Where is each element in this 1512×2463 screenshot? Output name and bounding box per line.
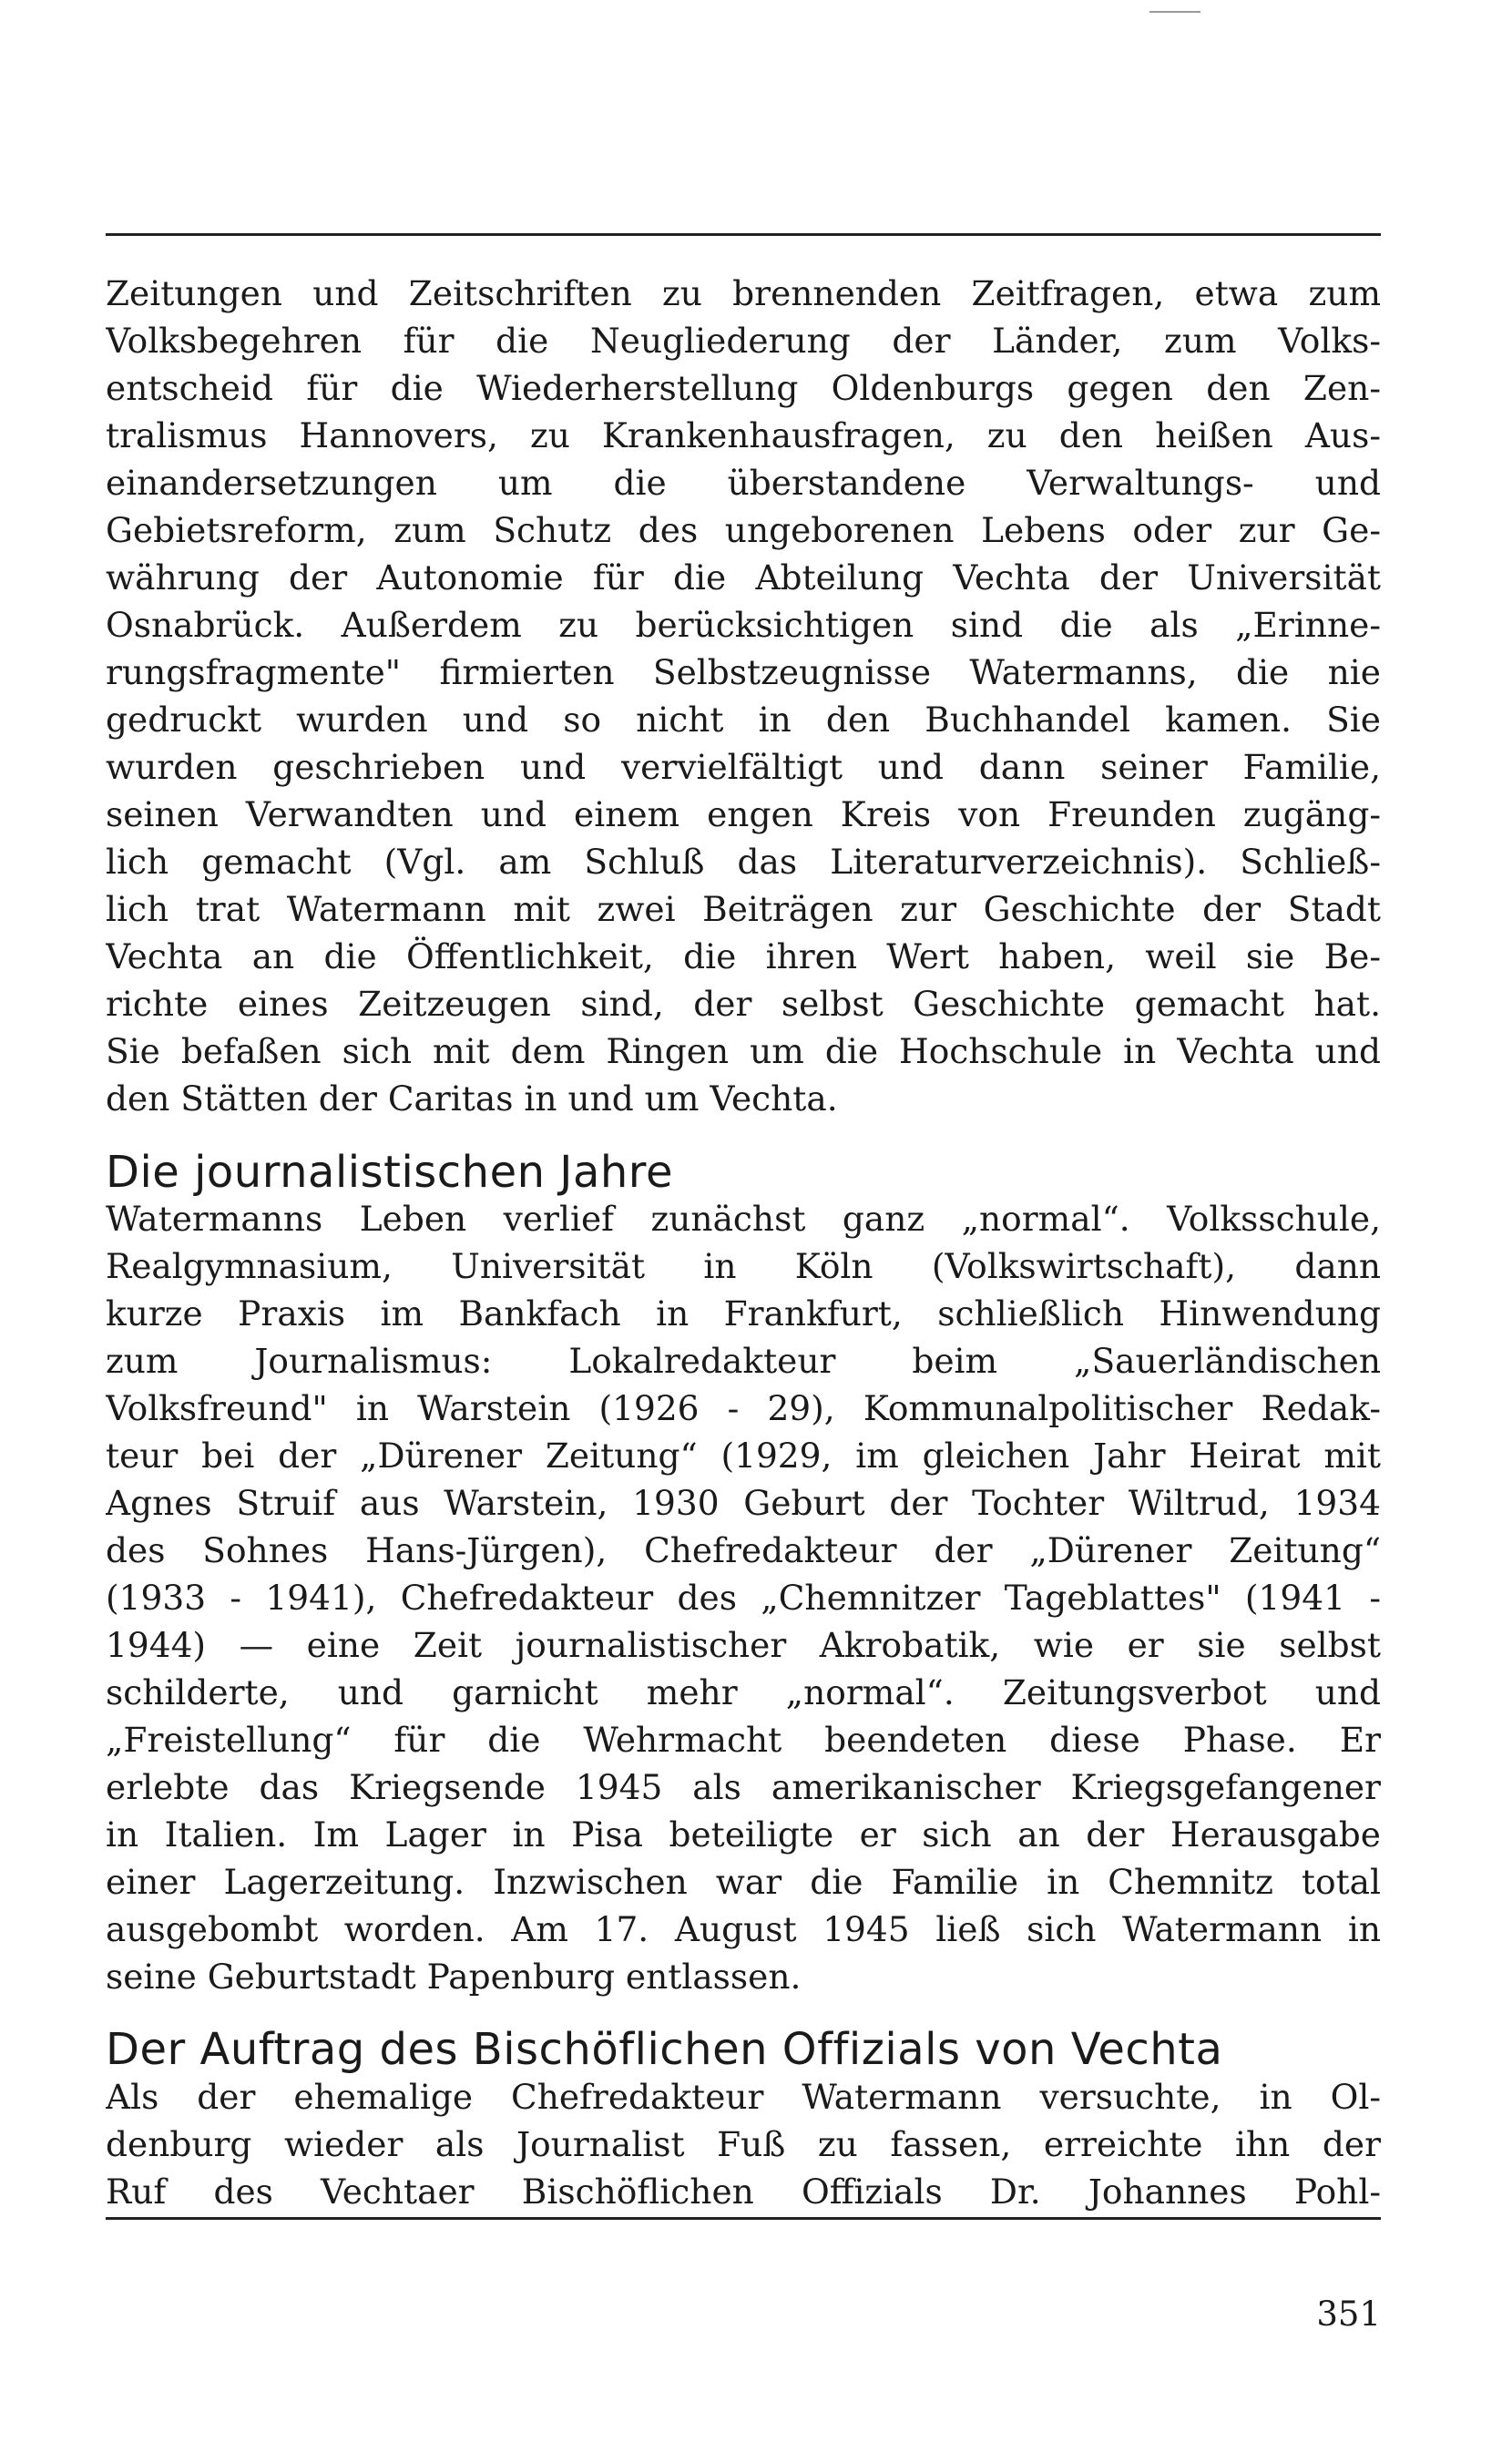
text-line: gedruckt wurden und so nicht in den Buchhandel kamen. Sie bbox=[106, 700, 1381, 740]
text-line: richte eines Zeitzeugen sind, der selbst Geschichte gemacht hat. bbox=[106, 984, 1381, 1024]
text-line: seinen Verwandten und einem engen Kreis von Freunden zugäng- bbox=[106, 794, 1381, 834]
text-line: teur bei der „Dürener Zeitung“ (1929, im gleichen Jahr Heirat mit bbox=[106, 1436, 1381, 1476]
text-line: wurden geschrieben und vervielfältigt und dann seiner Familie, bbox=[106, 747, 1381, 787]
text-line: Osnabrück. Außerdem zu berücksichtigen sind die als „Erinne- bbox=[106, 605, 1381, 645]
text-line: Sie befaßen sich mit dem Ringen um die Hochschule in Vechta und bbox=[106, 1031, 1381, 1071]
page-number: 351 bbox=[1316, 2294, 1381, 2334]
text-line: denburg wieder als Journalist Fuß zu fassen, erreichte ihn der bbox=[106, 2124, 1381, 2164]
header-rule bbox=[106, 233, 1381, 236]
text-line: den Stätten der Caritas in und um Vechta. bbox=[106, 1078, 838, 1119]
footer-rule bbox=[106, 2217, 1381, 2220]
text-line: Zeitungen und Zeitschriften zu brennenden Zeitfragen, etwa zum bbox=[106, 273, 1381, 313]
text-line: lich gemacht (Vgl. am Schluß das Literaturverzeichnis). Schließ- bbox=[106, 842, 1381, 882]
section-heading-official-commission: Der Auftrag des Bischöflichen Offizials von Vechta bbox=[106, 2024, 1223, 2075]
text-line: Agnes Struif aus Warstein, 1930 Geburt der Tochter Wiltrud, 1934 bbox=[106, 1483, 1381, 1523]
text-line: Vechta an die Öffentlichkeit, die ihren Wert haben, weil sie Be- bbox=[106, 936, 1381, 976]
text-line: Watermanns Leben verlief zunächst ganz „normal“. Volksschule, bbox=[106, 1199, 1381, 1239]
text-line: lich trat Watermann mit zwei Beiträgen zur Geschichte der Stadt bbox=[106, 889, 1381, 929]
text-line: des Sohnes Hans-Jürgen), Chefredakteur der „Dürener Zeitung“ bbox=[106, 1530, 1381, 1570]
paragraph-1 bbox=[106, 270, 1381, 1122]
paragraph-2 bbox=[106, 1195, 1381, 2000]
text-line: währung der Autonomie für die Abteilung Vechta der Universität bbox=[106, 557, 1381, 598]
text-line: Ruf des Vechtaer Bischöflichen Offizials Dr. Johannes Pohl- bbox=[106, 2172, 1381, 2212]
text-line: (1933 - 1941), Chefredakteur des „Chemnitzer Tageblattes" (1941 - bbox=[106, 1578, 1381, 1618]
text-line: rungsfragmente" firmierten Selbstzeugnisse Watermanns, die nie bbox=[106, 652, 1381, 692]
text-line: in Italien. Im Lager in Pisa beteiligte er sich an der Herausgabe bbox=[106, 1814, 1381, 1855]
text-line: Realgymnasium, Universität in Köln (Volkswirtschaft), dann bbox=[106, 1246, 1381, 1286]
text-line: ausgebombt worden. Am 17. August 1945 ließ sich Watermann in bbox=[106, 1909, 1381, 1949]
text-line: 1944) — eine Zeit journalistischer Akrobatik, wie er sie selbst bbox=[106, 1625, 1381, 1665]
text-line: Volksfreund" in Warstein (1926 - 29), Kommunalpolitischer Redak- bbox=[106, 1388, 1381, 1428]
text-line: zum Journalismus: Lokalredakteur beim „Sauerländischen bbox=[106, 1341, 1381, 1381]
text-line: seine Geburtstadt Papenburg entlassen. bbox=[106, 1957, 802, 1997]
text-line: kurze Praxis im Bankfach in Frankfurt, schließlich Hinwendung bbox=[106, 1293, 1381, 1334]
text-line: schilderte, und garnicht mehr „normal“. Zeitungsverbot und bbox=[106, 1672, 1381, 1712]
text-line: tralismus Hannovers, zu Krankenhausfragen, zu den heißen Aus- bbox=[106, 415, 1381, 455]
text-line: erlebte das Kriegsende 1945 als amerikanischer Kriegsgefangener bbox=[106, 1767, 1381, 1807]
text-line: Als der ehemalige Chefredakteur Watermann versuchte, in Ol- bbox=[106, 2077, 1381, 2117]
text-line: „Freistellung“ für die Wehrmacht beendeten diese Phase. Er bbox=[106, 1720, 1381, 1760]
text-line: einandersetzungen um die überstandene Verwaltungs- und bbox=[106, 463, 1381, 503]
paragraph-3 bbox=[106, 2073, 1381, 2215]
section-heading-journalistic-years: Die journalistischen Jahre bbox=[106, 1147, 674, 1198]
text-line: Gebietsreform, zum Schutz des ungeborenen Lebens oder zur Ge- bbox=[106, 510, 1381, 550]
text-line: Volksbegehren für die Neugliederung der Länder, zum Volks- bbox=[106, 321, 1381, 361]
text-line: einer Lagerzeitung. Inzwischen war die Familie in Chemnitz total bbox=[106, 1862, 1381, 1902]
text-line: entscheid für die Wiederherstellung Oldenburgs gegen den Zen- bbox=[106, 368, 1381, 408]
top-edge-mark bbox=[1149, 11, 1200, 13]
